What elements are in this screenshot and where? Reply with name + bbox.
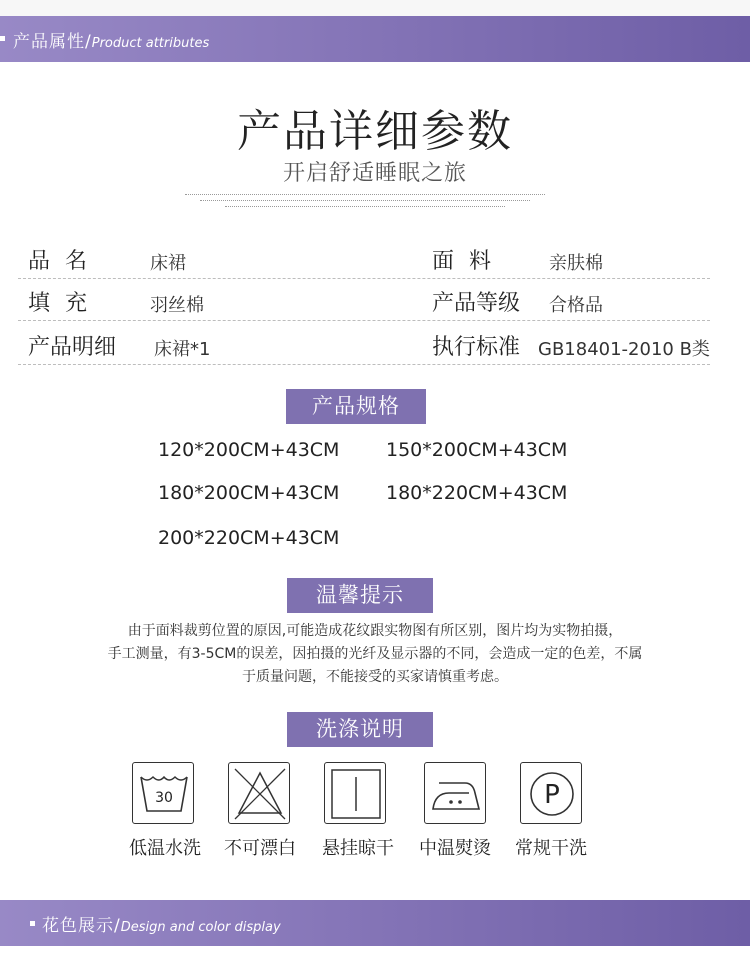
decorative-fine-print: [180, 194, 550, 212]
bullet-icon: [0, 36, 5, 41]
iron-medium-icon: [424, 762, 486, 824]
size-option: 180*220CM+43CM: [386, 482, 568, 504]
notice-line: 由于面料裁剪位置的原因,可能造成花纹跟实物图有所区别，图片均为实物拍摄，: [127, 623, 623, 639]
attribute-value: 床裙*1: [154, 339, 211, 360]
attribute-value: GB18401-2010 B类: [538, 339, 710, 360]
attribute-row: [18, 326, 710, 365]
care-label: 常规干洗: [515, 838, 587, 859]
care-label: 悬挂晾干: [322, 838, 394, 859]
attribute-label: 执行标准: [432, 335, 521, 360]
washtub-30-icon: [132, 762, 194, 824]
attribute-value: 亲肤棉: [549, 253, 603, 274]
bar-subtitle: Product attributes: [91, 36, 210, 51]
wash-temp-symbol: 30: [155, 790, 173, 806]
size-option: 180*200CM+43CM: [158, 482, 340, 504]
notice-text: [30, 620, 720, 689]
bar-subtitle: Design and color display: [120, 920, 281, 935]
top-band: [0, 0, 750, 16]
notice-title: 温馨提示: [287, 578, 433, 613]
attribute-label: 面料: [432, 249, 507, 274]
product-attributes-bar: [0, 16, 750, 62]
attribute-label: 产品等级: [432, 291, 521, 316]
care-label: 不可漂白: [224, 838, 296, 859]
bar-title: 产品属性/Product attributes: [13, 32, 210, 52]
dry-clean-p-icon: [520, 762, 582, 824]
care-label: 中温熨烫: [419, 838, 491, 859]
bullet-icon: [30, 921, 35, 926]
hang-dry-icon: [324, 762, 386, 824]
attribute-row: [18, 282, 710, 321]
size-option: 120*200CM+43CM: [158, 439, 340, 461]
notice-line: 于质量问题，不能接受的买家请慎重考虑。: [242, 669, 508, 685]
page-title: 产品详细参数: [237, 106, 513, 157]
no-bleach-icon: [228, 762, 290, 824]
size-option: 200*220CM+43CM: [158, 527, 340, 549]
dry-clean-symbol: P: [544, 780, 560, 810]
care-title: 洗涤说明: [287, 712, 433, 747]
attribute-label: 产品明细: [28, 335, 117, 360]
attribute-row: [18, 240, 710, 279]
design-display-bar: [0, 900, 750, 946]
care-label: 低温水洗: [129, 838, 201, 859]
notice-line: 手工测量，有3-5CM的误差，因拍摄的光纤及显示器的不同，会造成一定的色差，不属: [107, 646, 643, 662]
attribute-label: 填充: [28, 291, 103, 316]
bar-title: 花色展示/Design and color display: [42, 916, 281, 936]
attribute-label: 品名: [28, 249, 103, 274]
attribute-value: 羽丝棉: [150, 295, 204, 316]
page-subtitle: 开启舒适睡眠之旅: [282, 161, 467, 186]
size-option: 150*200CM+43CM: [386, 439, 568, 461]
attribute-value: 合格品: [549, 295, 603, 316]
specs-title: 产品规格: [286, 389, 426, 424]
attribute-value: 床裙: [150, 253, 186, 274]
